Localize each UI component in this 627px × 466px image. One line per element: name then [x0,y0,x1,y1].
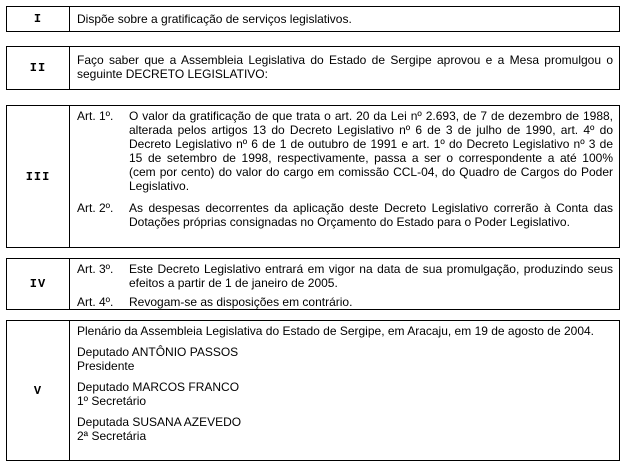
section-iv [6,258,620,310]
section-number: III [7,106,70,247]
signatory-name: Deputado ANTÔNIO PASSOS [77,345,239,359]
article-label: Art. 4º. [77,295,114,309]
signatory-2 [77,380,613,408]
article-2 [77,201,613,229]
article-label: Art. 3º. [77,262,114,276]
article-text: O valor da gratificação de que trata o art. 20 da Lei nº 2.693, de 7 de dezembro de 1988, alterada pelos artigos 13 do Decreto Legislativo nº 6 de 3 de julho de 1990, art. 4º do Decreto Legislativo nº 6 de 1 de outubro de 1991 e art. 1º do Decreto Legislativo nº 3 de 15 de setembro de 1998, respectivamente, passa a ser o correspondente a até 100% (cem por cento) do valor do cargo em comissão CCL-04, do Quadro de Cargos do Poder Legislativo. [129,109,613,193]
article-text: Este Decreto Legislativo entrará em vigor na data de sua promulgação, produzindo seus efeitos a partir de 1 de janeiro de 2005. [129,262,613,290]
section-content [70,7,619,31]
section-number: I [7,7,70,31]
section-iii [6,105,620,248]
section-i [6,6,620,32]
signatory-role: 2ª Secretária [77,429,147,443]
signatory-name: Deputado MARCOS FRANCO [77,380,240,394]
signatory-role: 1º Secretário [77,394,147,408]
closing-text: Plenário da Assembleia Legislativa do Estado de Sergipe, em Aracaju, em 19 de agosto de 2004. [77,324,595,338]
ementa-text: Dispõe sobre a gratificação de serviços legislativos. [77,12,352,26]
article-text: Revogam-se as disposições em contrário. [129,295,353,309]
section-number: V [7,321,70,460]
signatory-role: Presidente [77,359,135,373]
section-number: II [7,47,70,89]
signatory-3 [77,415,613,443]
article-3 [77,262,613,290]
article-1 [77,109,613,193]
article-label: Art. 2º. [77,201,114,215]
signatory-name: Deputada SUSANA AZEVEDO [77,415,242,429]
section-number: IV [7,259,70,309]
article-label: Art. 1º. [77,109,114,123]
signatory-1 [77,345,613,373]
article-text: As despesas decorrentes da aplicação deste Decreto Legislativo correrão à Conta das Dotações próprias consignadas no Orçamento do Estado para o Poder Legislativo. [129,201,613,229]
section-ii [6,46,620,90]
section-content [70,106,619,247]
section-content [70,259,619,309]
article-4 [77,295,613,309]
section-content [70,321,619,460]
preamble-text: Faço saber que a Assembleia Legislativa do Estado de Sergipe aprovou e a Mesa promulgou o seguinte DECRETO LEGISLATIVO: [77,53,613,81]
section-content [70,47,619,89]
section-v [6,320,620,461]
